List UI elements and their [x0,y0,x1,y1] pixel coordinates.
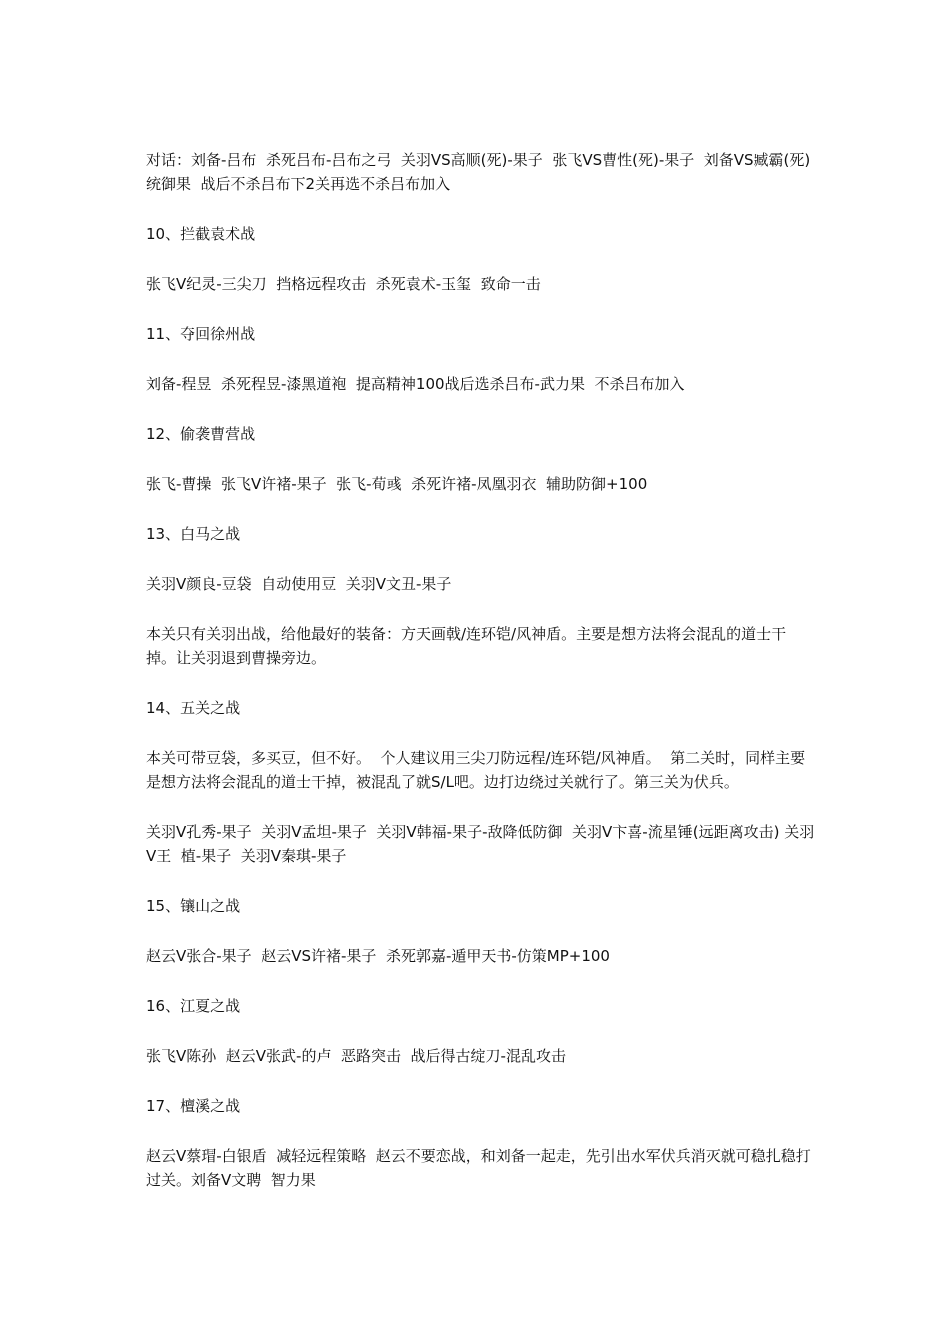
section-16-paragraph: 张飞V陈孙 赵云V张武-的卢 恶路突击 战后得古绽刀-混乱攻击 [146,1047,566,1065]
section-17-paragraph: 赵云V蔡瑁-白银盾 减轻远程策略 赵云不要恋战，和刘备一起走，先引出水军伏兵消灭就可稳扎稳打过关。刘备V文聘 智力果 [146,1147,811,1189]
section-14-paragraph-2: 关羽V孔秀-果子 关羽V孟坦-果子 关羽V韩福-果子-敌降低防御 关羽V卞喜-流星锤(远距离攻击) 关羽V王 植-果子 关羽V秦琪-果子 [146,823,815,865]
section-15-paragraph: 赵云V张合-果子 赵云VS许褚-果子 杀死郭嘉-遁甲天书-仿策MP+100 [146,947,610,965]
section-heading-12: 12、偷袭曹营战 [146,425,256,443]
section-heading-14: 14、五关之战 [146,699,241,717]
section-heading-10: 10、拦截袁术战 [146,225,256,243]
section-10-paragraph: 张飞V纪灵-三尖刀 挡格远程攻击 杀死袁术-玉玺 致命一击 [146,275,541,293]
dialogue-paragraph: 对话：刘备-吕布 杀死吕布-吕布之弓 关羽VS高顺(死)-果子 张飞VS曹性(死)-果子 刘备VS臧霸(死)统御果 战后不杀吕布下2关再选不杀吕布加入 [146,151,811,193]
section-13-paragraph-2: 本关只有关羽出战，给他最好的装备：方天画戟/连环铠/风神盾。主要是想方法将会混乱的道士干掉。让关羽退到曹操旁边。 [146,625,787,667]
section-heading-15: 15、镶山之战 [146,897,241,915]
section-heading-17: 17、檀溪之战 [146,1097,241,1115]
section-13-paragraph-1: 关羽V颜良-豆袋 自动使用豆 关羽V文丑-果子 [146,575,452,593]
section-12-paragraph: 张飞-曹操 张飞V许褚-果子 张飞-荀彧 杀死许褚-凤凰羽衣 辅助防御+100 [146,475,648,493]
section-14-paragraph-1: 本关可带豆袋，多买豆，但不好。 个人建议用三尖刀防远程/连环铠/风神盾。 第二关时，同样主要是想方法将会混乱的道士干掉，被混乱了就S/L吧。边打边绕过关就行了。第三关为伏兵。 [146,749,806,791]
document-body [146,148,816,1218]
section-heading-13: 13、白马之战 [146,525,241,543]
section-heading-16: 16、江夏之战 [146,997,241,1015]
section-11-paragraph: 刘备-程昱 杀死程昱-漆黑道袍 提高精神100战后选杀吕布-武力果 不杀吕布加入 [146,375,685,393]
section-heading-11: 11、夺回徐州战 [146,325,256,343]
